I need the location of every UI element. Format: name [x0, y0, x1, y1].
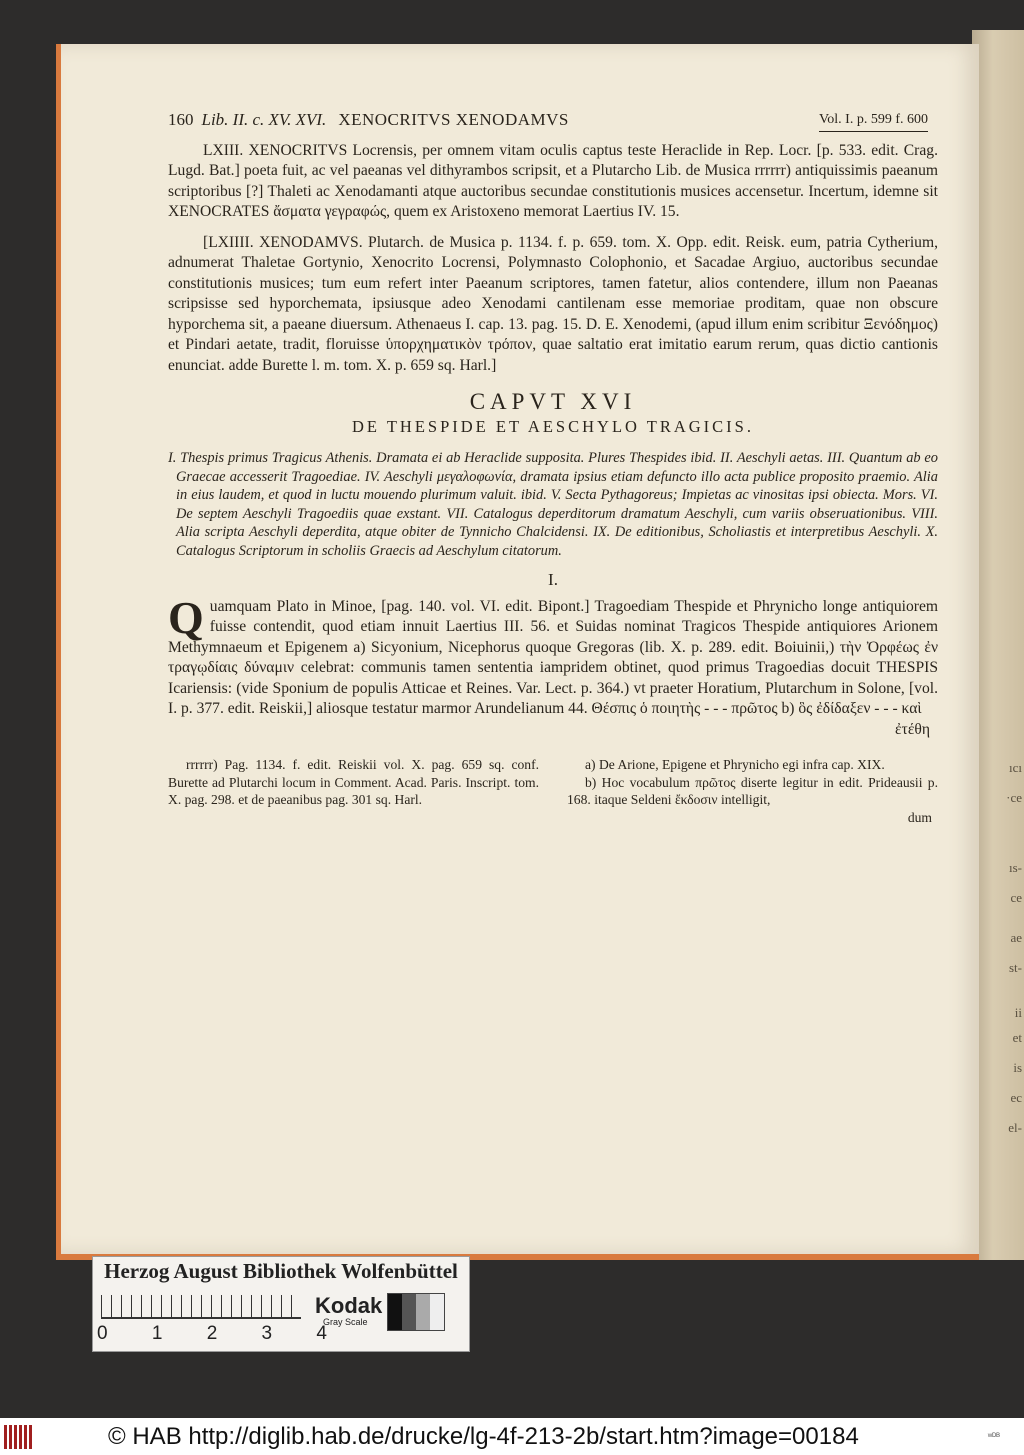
measurement-ruler — [101, 1295, 301, 1319]
neighbor-fragment: ii — [1014, 1005, 1022, 1020]
section-number: I. — [548, 570, 558, 589]
footnotes — [168, 756, 938, 826]
footnote-rrrrrr: rrrrrr) Pag. 1134. f. edit. Reiskii vol. X. pag. 659 sq. conf. Burette ad Plutarchi locum in Comment. Acad. Paris. Inscript. tom. X. pag. 298. et de paeanibus pag. 301 sq. Harl. — [168, 757, 539, 807]
volume-reference: Vol. I. p. 599 f. 600 — [819, 110, 928, 132]
catch-greek: ἐτέθη — [895, 720, 930, 738]
ruler-number: 3 — [261, 1323, 273, 1344]
paragraph-xenocritus: LXIII. XENOCRITVS Locrensis, per omnem vitam oculis captus teste Heraclide in Rep. Locr. [p. 533. edit. Crag. Lugd. Bat.] poeta fuit, ac vel paeanas vel dithyrambos scripsit, et a Plutarcho Lib. de Musica rrrrrr) antiquissimis paeanum scriptoribus [?] Thaleti ac Xenodamanti atque auctoribus secundae constitutionis musices accensetur. Incertum, idemne sit XENOCRATES ἄσματα γεγραφώς, quem ex Aristoxeno memorat Laertius IV. 15. — [168, 141, 938, 220]
footnote-b: b) Hoc vocabulum πρῶτος diserte legitur in edit. Prideausii p. 168. itaque Seldeni ἔκδοσιν intelligit, — [567, 774, 938, 807]
ruler-number: 0 — [97, 1323, 108, 1344]
page-content — [168, 110, 938, 826]
neighbor-fragment: ·ce — [1006, 790, 1022, 805]
footer-bar — [0, 1418, 1024, 1455]
page-number: 160 — [168, 110, 194, 129]
gray-scale-swatches — [387, 1293, 445, 1331]
paragraph-xenodamus: [LXIIII. XENODAMVS. Plutarch. de Musica p. 1134. f. p. 659. tom. X. Opp. edit. Reisk. eum, patria Cytherium, adnumerat Thaletae Gortynio, Xenocrito Locrensi, Polymnasto Colophonio, et Sacadae Argiuo, auctoribus secundae constitutionis musices; tum eum refert inter Paeanum scriptores, tamen fatetur, alios contendere, illum non Paeanas scripsisse sed hyporchemata, ipsiusque adeo Xenodami cantilenam esse memoriae proditam, quae non obscure hyporchema sit, a paeane diuersum. Athenaeus I. cap. 13. pag. 15. D. E. Xenodemi, (apud illum enim scribitur Ξενόδημος) et Pindari aetate, tradit, floruisse ὑπορχηματικὸν τρόπον, quae saltatio erat imitatio earum rerum, quas dictio cantionis enunciat. adde Burette l. m. tom. X. p. 659 sq. Harl.] — [168, 233, 938, 374]
neighbor-fragment: ıcı — [1009, 760, 1022, 775]
gray-scale-label: Gray Scale — [323, 1317, 368, 1327]
book-section: Lib. II. c. XV. XVI. — [201, 110, 327, 129]
neighbor-fragment: ec — [1010, 1090, 1022, 1105]
kodak-logo: Kodak — [315, 1293, 383, 1318]
footnote-right-column — [567, 756, 938, 826]
running-header — [168, 110, 938, 131]
chapter-subtitle: DE THESPIDE ET AESCHYLO TRAGICIS. — [352, 416, 754, 436]
neighbor-page-edge — [972, 30, 1024, 1260]
section-text: uamquam Plato in Minoe, [pag. 140. vol. VI. edit. Bipont.] Tragoediam Thespide et Phrynicho longe antiquiorem fuisse contendit, quod etiam innuit Laertius III. 56. et Suidas nominat Tragicos Thespide antiquiores Arionem Methymnaeum et Epigenem a) Sicyonium, Nicephorus quoque Gregoras (lib. X. p. 289. edit. Boiuinii,) τὴν Ὀρφέως ἐν τραγῳδίαις δύναμιν celebrat: communis tamen sententia iampridem obtinet, quod primus Tragoedias docuit THESPIS Icariensis: (vide Sponium de populis Atticae et Reines. Var. Lect. p. 364.) vt praeter Horatium, Plutarchum in Solone, [vol. I. p. 377. edit. Reiskii,] aliosque testatur marmor Arundelianum 44. Θέσπις ὁ ποιητὴς - - - πρῶτος b) ὃς ἐδίδαξεν - - - καὶ — [168, 597, 938, 717]
library-label-card — [92, 1256, 470, 1352]
footer-url: © HAB http://diglib.hab.de/drucke/lg-4f-213-2b/start.htm?image=00184 — [108, 1422, 859, 1450]
hab-logo-icon — [4, 1422, 38, 1452]
footnote-a: a) De Arione, Epigene et Phrynicho egi infra cap. XIX. — [585, 757, 885, 772]
header-names: XENOCRITVS XENODAMVS — [338, 110, 569, 129]
section-body — [168, 591, 938, 741]
library-name: Herzog August Bibliothek Wolfenbüttel — [104, 1259, 458, 1283]
footnote-left-column — [168, 756, 539, 826]
neighbor-fragment: ıs- — [1009, 860, 1022, 875]
ruler-number: 4 — [316, 1323, 327, 1344]
neighbor-fragment: is — [1013, 1060, 1022, 1075]
footer-mark: ʷᴰᴮ — [987, 1431, 1000, 1441]
neighbor-fragment: ce — [1010, 890, 1022, 905]
catchword: dum — [907, 809, 932, 825]
ruler-number: 1 — [151, 1323, 163, 1344]
ruler-number: 2 — [206, 1323, 218, 1344]
neighbor-fragment: st- — [1009, 960, 1022, 975]
chapter-summary: I. Thespis primus Tragicus Athenis. Dramata ei ab Heraclide supposita. Plures Thespides ibid. II. Aeschyli aetas. III. Quantum ab eo Graecae accesserit Tragoediae. IV. Aeschyli μεγαλοφωνία, dramata ipsius etiam defuncto illo acta publice proposito praemio. Alia in eius laudem, et quod in luctu mouendo plurimum valuit. ibid. V. Secta Pythagoreus; Impietas ac vinositas ipsi obiecta. Mors. VI. De septem Aeschyli Tragoediis quae exstant. VII. Catalogus deperditorum dramatum Aeschyli, cum variis obseruationibus. VIII. Alia scripta Aeschyli deperdita, atque obiter de Tynnicho Chalcidensi. IX. De editionibus, Scholiastis et interpretibus Aeschyli. X. Catalogus Scriptorum in scholiis Graecis ad Aeschylum citatorum. — [168, 450, 938, 559]
chapter-title: CAPVT XVI — [469, 389, 637, 414]
neighbor-fragment: ae — [1010, 930, 1022, 945]
drop-cap: Q — [168, 591, 204, 643]
neighbor-fragment: et — [1012, 1030, 1022, 1045]
ruler-numbers — [97, 1323, 327, 1345]
neighbor-fragment: el- — [1008, 1120, 1022, 1135]
